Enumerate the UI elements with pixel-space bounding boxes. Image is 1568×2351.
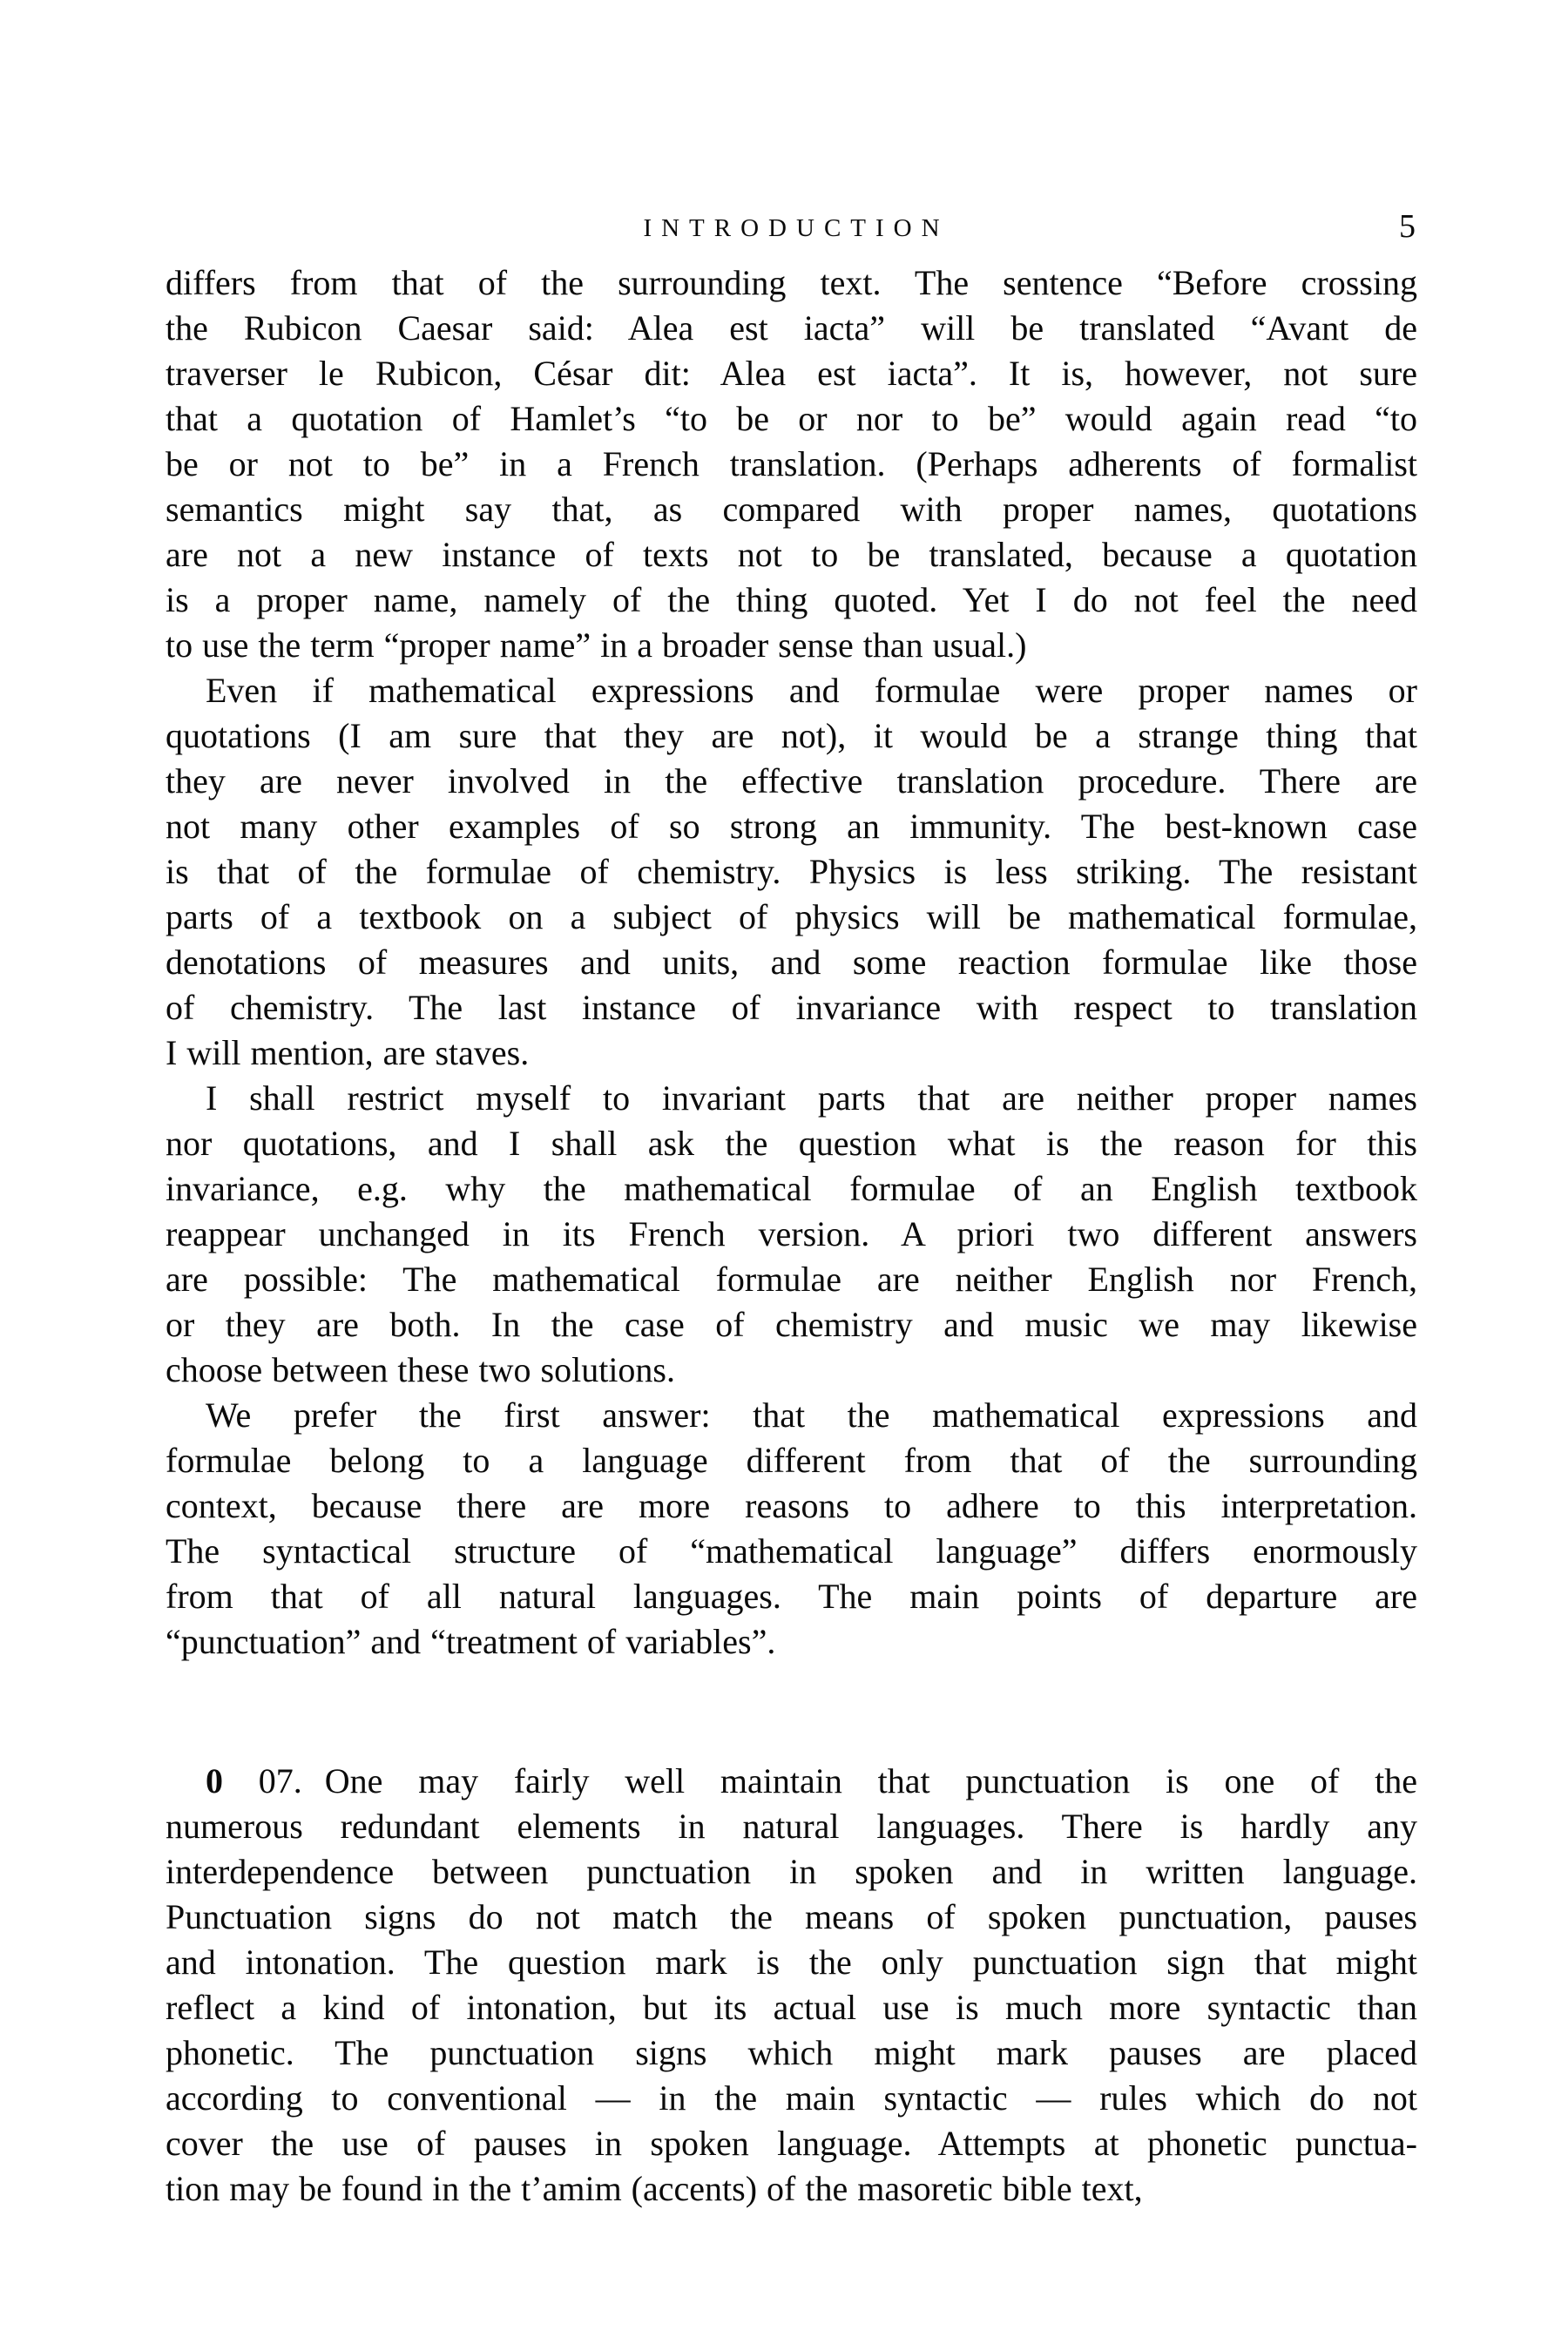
text-line: of chemistry. The last instance of invariance with respect to translation	[166, 988, 1417, 1027]
paragraph	[166, 1076, 1417, 1393]
text-line: is a proper name, namely of the thing quoted. Yet I do not feel the need	[166, 580, 1417, 619]
page-number: 5	[1399, 208, 1416, 245]
text-line: Even if mathematical expressions and formulae were proper names or	[206, 671, 1417, 710]
text-line: formulae belong to a language different from that of the surrounding	[166, 1441, 1417, 1480]
text-line: is that of the formulae of chemistry. Physics is less striking. The resistant	[166, 852, 1417, 891]
text-line: from that of all natural languages. The main points of departure are	[166, 1577, 1417, 1616]
text-line: Punctuation signs do not match the means of spoken punctuation, pauses	[166, 1897, 1417, 1936]
text-line: according to conventional — in the main syntactic — rules which do not	[166, 2078, 1417, 2118]
text-line: We prefer the first answer: that the mathematical expressions and	[206, 1395, 1417, 1435]
text-line: differs from that of the surrounding text. The sentence “Before crossing	[166, 263, 1417, 302]
text-line: traverser le Rubicon, César dit: Alea est iacta”. It is, however, not sure	[166, 354, 1417, 393]
paragraph	[166, 1393, 1417, 1665]
text-line: I will mention, are staves.	[166, 1033, 530, 1072]
text-line: I shall restrict myself to invariant parts that are neither proper names	[206, 1078, 1417, 1118]
text-line: “punctuation” and “treatment of variables”.	[166, 1622, 776, 1661]
text-line: and intonation. The question mark is the only punctuation sign that might	[166, 1942, 1417, 1982]
text-line: are not a new instance of texts not to be translated, because a quotation	[166, 535, 1417, 574]
text-line: invariance, e.g. why the mathematical formulae of an English textbook	[166, 1169, 1417, 1208]
text-line: denotations of measures and units, and some reaction formulae like those	[166, 942, 1417, 982]
text-line: 0 07. One may fairly well maintain that punctuation is one of the	[206, 1761, 1417, 1800]
running-header	[166, 208, 1417, 253]
text-line: not many other examples of so strong an immunity. The best-known case	[166, 807, 1417, 846]
text-line: The syntactical structure of “mathematical language” differs enormously	[166, 1531, 1417, 1571]
text-line: are possible: The mathematical formulae are neither English nor French,	[166, 1260, 1417, 1299]
text-line: to use the term “proper name” in a broader sense than usual.)	[166, 625, 1027, 665]
paragraph	[166, 260, 1417, 668]
text-line: reappear unchanged in its French version. A priori two different answers	[166, 1214, 1417, 1253]
text-line: tion may be found in the t’amim (accents) of the masoretic bible text,	[166, 2169, 1143, 2208]
text-line: or they are both. In the case of chemistry and music we may likewise	[166, 1305, 1417, 1344]
text-line: phonetic. The punctuation signs which might mark pauses are placed	[166, 2033, 1417, 2072]
page-title: INTRODUCTION	[643, 214, 950, 242]
text-line: be or not to be” in a French translation. (Perhaps adherents of formalist	[166, 444, 1417, 483]
paragraph	[166, 668, 1417, 1076]
text-line: that a quotation of Hamlet’s “to be or nor to be” would again read “to	[166, 399, 1417, 438]
text-line: the Rubicon Caesar said: Alea est iacta” will be translated “Avant de	[166, 308, 1417, 348]
text-line: semantics might say that, as compared with proper names, quotations	[166, 490, 1417, 529]
text-line: interdependence between punctuation in spoken and in written language.	[166, 1852, 1417, 1891]
text-line: reflect a kind of intonation, but its actual use is much more syntactic than	[166, 1988, 1417, 2027]
text-line: choose between these two solutions.	[166, 1350, 675, 1389]
text-line: numerous redundant elements in natural languages. There is hardly any	[166, 1807, 1417, 1846]
text-line: context, because there are more reasons to adhere to this interpretation.	[166, 1486, 1417, 1525]
text-line: they are never involved in the effective translation procedure. There are	[166, 761, 1417, 801]
text-line: cover the use of pauses in spoken language. Attempts at phonetic punctua-	[166, 2124, 1417, 2163]
section-number: 0 07.	[206, 1761, 302, 1800]
page-body	[166, 260, 1417, 2212]
text-line: quotations (I am sure that they are not), it would be a strange thing that	[166, 716, 1417, 755]
text-line: parts of a textbook on a subject of physics will be mathematical formulae,	[166, 897, 1417, 936]
paragraph	[166, 1759, 1417, 2212]
text-line: nor quotations, and I shall ask the question what is the reason for this	[166, 1124, 1417, 1163]
